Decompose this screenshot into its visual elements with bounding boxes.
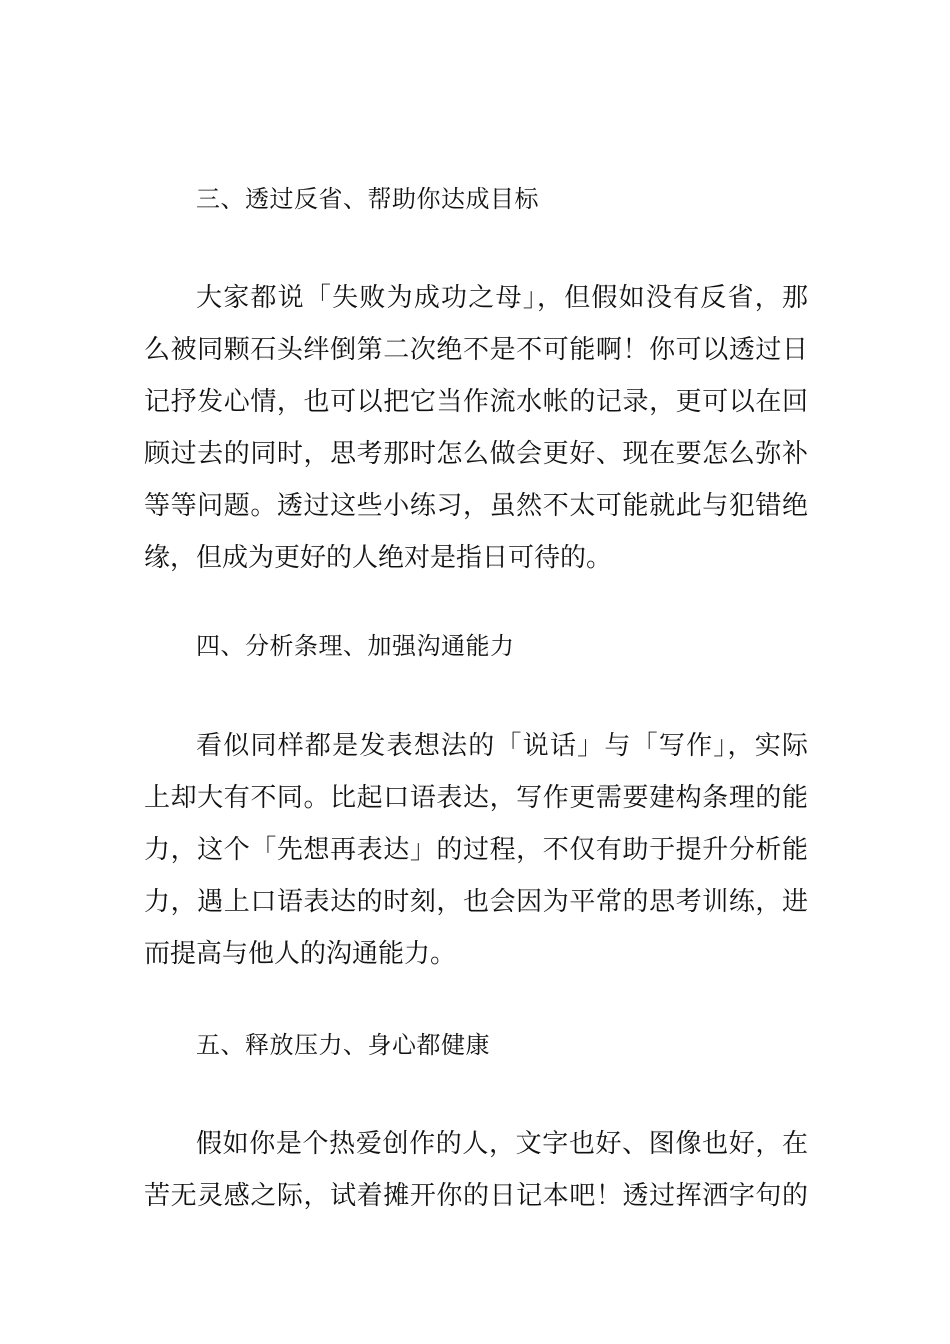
paragraph-line: 而提高与他人的沟通能力。 (144, 939, 457, 969)
paragraph-line: 上却大有不同。比起口语表达，写作更需要建构条理的能 (144, 783, 808, 813)
paragraph-line: 看似同样都是发表想法的「说话」与「写作」，实际 (196, 731, 808, 761)
paragraph-line: 大家都说「失败为成功之母」，但假如没有反省，那 (196, 283, 808, 313)
paragraph-line: 么被同颗石头绊倒第二次绝不是不可能啊！你可以透过日 (144, 335, 808, 365)
paragraph-line: 顾过去的同时，思考那时怎么做会更好、现在要怎么弥补 (144, 439, 808, 469)
section-heading-5: 五、释放压力、身心都健康 (196, 1031, 490, 1059)
paragraph-line: 等等问题。透过这些小练习，虽然不太可能就此与犯错绝 (144, 491, 808, 521)
section-paragraph-5 (144, 1118, 808, 1222)
paragraph-line: 苦无灵感之际，试着摊开你的日记本吧！透过挥洒字句的 (144, 1181, 808, 1211)
paragraph-line: 缘，但成为更好的人绝对是指日可待的。 (144, 543, 613, 573)
section-paragraph-4 (144, 720, 808, 980)
paragraph-line: 假如你是个热爱创作的人，文字也好、图像也好，在 (196, 1129, 808, 1159)
paragraph-line: 力，这个「先想再表达」的过程，不仅有助于提升分析能 (144, 835, 808, 865)
section-paragraph-3 (144, 272, 808, 584)
section-heading-3: 三、透过反省、帮助你达成目标 (196, 185, 539, 213)
paragraph-line: 力，遇上口语表达的时刻，也会因为平常的思考训练，进 (144, 887, 808, 917)
paragraph-line: 记抒发心情，也可以把它当作流水帐的记录，更可以在回 (144, 387, 808, 417)
section-heading-4: 四、分析条理、加强沟通能力 (196, 632, 515, 660)
